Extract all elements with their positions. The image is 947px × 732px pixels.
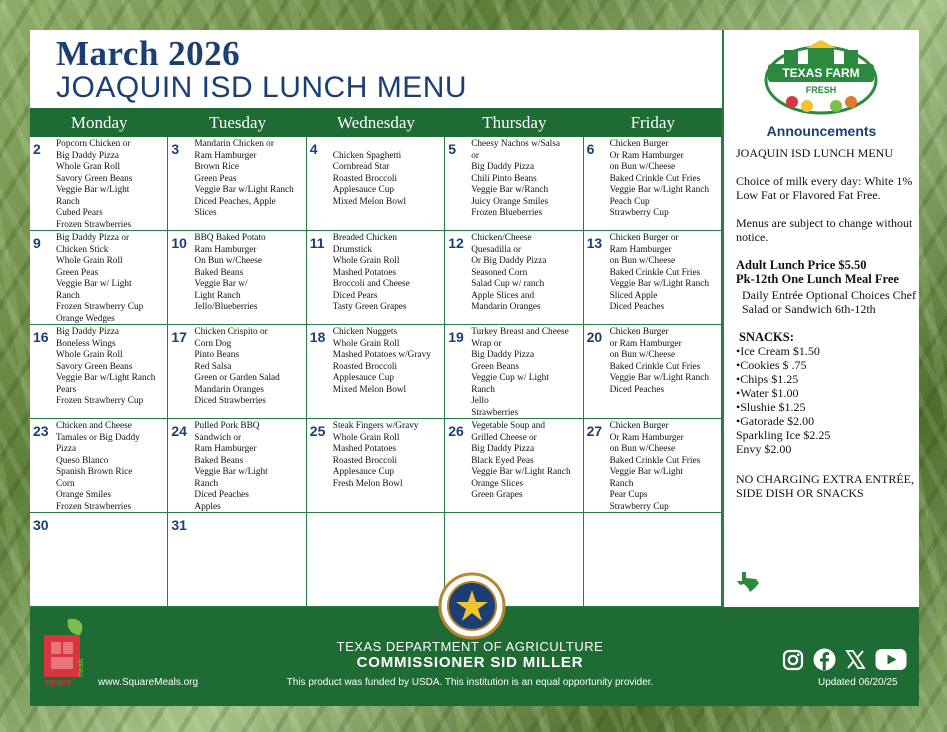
menu-item: Savory Green Beans <box>56 173 133 184</box>
menu-item: Mashed Potatoes <box>332 444 397 454</box>
menu-item: Veggie Bar w/ Light <box>56 279 132 289</box>
menu-item: Applesauce Cup <box>332 185 394 195</box>
menu-item: Chicken Burger <box>609 139 669 149</box>
menu-item: Queso Blanco <box>56 455 109 466</box>
menu-item: Strawberry Cup <box>609 208 669 218</box>
menu-item: Chicken/Cheese <box>471 233 532 243</box>
menu-items <box>471 139 581 220</box>
x-icon[interactable] <box>845 649 866 675</box>
menu-card <box>30 30 919 706</box>
commissioner-name: COMMISSIONER SID MILLER <box>356 654 584 671</box>
menu-item: Green Beans <box>471 361 519 372</box>
menu-item: Diced Peaches <box>609 384 665 395</box>
snack-item: Envy $2.00 <box>736 442 792 456</box>
menu-item: Ranch <box>56 196 80 207</box>
menu-item: Mashed Potatoes w/Gravy <box>332 350 431 360</box>
menu-item: Chicken Crispito or <box>194 327 268 337</box>
calendar-grid <box>30 137 722 607</box>
student-price: Pk-12th One Lunch Meal Free <box>736 272 899 286</box>
day-number: 26 <box>448 423 464 439</box>
menu-item: Apples <box>194 501 221 512</box>
menu-item: Veggie Bar w/Ranch <box>471 185 549 195</box>
menu-items <box>333 233 443 314</box>
no-charging-note: NO CHARGING EXTRA ENTRÉE, SIDE DISH OR SNACKS <box>736 472 914 500</box>
menu-item: Strawberries <box>471 407 519 418</box>
day-number: 13 <box>586 235 603 251</box>
menu-item: Apple Slices and <box>471 290 535 301</box>
menu-title: JOAQUIN ISD LUNCH MENU <box>56 71 468 104</box>
day-number: 19 <box>448 329 464 345</box>
menu-item: Ranch <box>56 290 80 301</box>
day-number: 23 <box>33 423 49 439</box>
menu-item: Frozen Strawberry Cup <box>56 302 144 312</box>
menu-item: Ranch <box>194 478 219 489</box>
menu-item: on Bun w/Cheese <box>609 350 676 360</box>
menu-item: Pears <box>56 384 77 395</box>
weekday-header-bar <box>30 108 722 137</box>
menu-item: Slices <box>194 208 217 218</box>
menu-item: Green or Garden Salad <box>194 373 280 383</box>
menu-item: Veggie Cup w/ Light <box>471 373 549 383</box>
menu-item: Big Daddy Pizza <box>471 162 535 172</box>
menu-item: Ranch <box>609 478 634 489</box>
menu-header <box>30 30 722 108</box>
day-cell-wednesday <box>307 137 445 231</box>
svg-text:meals: meals <box>78 658 85 677</box>
daily-entree-note: Daily Entrée Optional Choices Chef Salad or Sandwich 6th-12th <box>742 288 916 316</box>
menu-item: Veggie Bar w/ <box>194 279 248 289</box>
menu-item: Cubed Pears <box>56 208 103 218</box>
menu-item: Green Grapes <box>471 490 523 500</box>
day-number: 17 <box>171 329 187 345</box>
weekday-friday: Friday <box>630 113 675 132</box>
day-cell-friday <box>584 325 722 419</box>
menu-item <box>333 139 443 151</box>
menu-items <box>56 421 166 513</box>
menu-item: Ranch <box>471 384 495 395</box>
menu-item: Vegetable Soup and <box>471 421 546 431</box>
social-links <box>782 648 907 676</box>
menu-item: Baked Crinkle Cut Fries <box>609 455 701 466</box>
menu-item: Whole Gran Roll <box>56 162 121 172</box>
tda-name: TEXAS DEPARTMENT OF AGRICULTURE <box>336 639 604 654</box>
menu-items <box>333 327 443 396</box>
menu-item: Veggie Bar w/Light Ranch <box>609 185 709 195</box>
day-number: 2 <box>33 141 41 157</box>
menu-item: Whole Grain Roll <box>56 256 123 266</box>
menu-item: Corn <box>56 478 75 489</box>
menu-item: Black Eyed Peas <box>471 455 534 466</box>
menu-items <box>610 421 720 513</box>
menu-item: Pulled Pork BBQ <box>194 421 260 431</box>
day-cell-friday <box>584 137 722 231</box>
menu-item: Baked Beans <box>194 455 244 466</box>
svg-text:TEXAS FARM: TEXAS FARM <box>782 66 860 80</box>
menu-items <box>56 139 166 231</box>
menu-item: Jello/Blueberries <box>194 302 258 312</box>
menu-item: Big Daddy Pizza <box>471 444 535 454</box>
day-cell-friday <box>584 513 722 607</box>
menu-item: Baked Beans <box>194 267 244 278</box>
day-cell-tuesday <box>168 231 306 325</box>
menu-item: Brown Rice <box>194 162 240 172</box>
menu-items <box>610 327 720 396</box>
menu-item: Orange Slices <box>471 478 524 489</box>
menu-item: Frozen Strawberry Cup <box>56 396 144 406</box>
menu-items <box>471 327 581 419</box>
menu-item: Seasoned Corn <box>471 267 528 278</box>
menu-item: Roasted Broccoli <box>332 361 398 372</box>
menu-item: Whole Grain Roll <box>332 256 400 266</box>
day-number: 25 <box>309 423 326 439</box>
menu-item: on Bun w/Cheese <box>609 256 676 266</box>
adult-price: Adult Lunch Price $5.50 <box>736 258 867 272</box>
menu-item: Frozen Strawberries <box>56 219 132 230</box>
menu-items <box>471 233 581 314</box>
menu-items <box>194 421 304 513</box>
menu-item: Ram Hamburger <box>194 244 257 255</box>
day-number: 10 <box>171 235 187 251</box>
snacks-title: SNACKS: <box>739 330 794 344</box>
day-cell-monday <box>30 419 168 513</box>
menu-item: Orange Smiles <box>56 490 111 500</box>
menu-item: Veggie Bar w/Light Ranch <box>471 467 571 477</box>
menu-item: Chicken Stick <box>56 244 109 255</box>
day-number: 3 <box>171 141 180 157</box>
weekday-tuesday: Tuesday <box>209 113 267 132</box>
menu-items <box>610 233 720 314</box>
menu-item: Popcorn Chicken or <box>56 139 131 149</box>
snack-item: •Ice Cream $1.50 <box>736 344 820 358</box>
facebook-icon[interactable] <box>813 648 836 676</box>
updated-date: Updated 06/20/25 <box>818 677 898 688</box>
menu-item: Whole Grain Roll <box>332 432 400 443</box>
milk-note: Choice of milk every day: White 1% Low Fat or Flavored Fat Free. <box>736 174 913 202</box>
menu-item: Grilled Cheese or <box>471 432 537 443</box>
snack-item: •Cookies $ .75 <box>736 358 807 372</box>
month-title: March 2026 <box>56 34 241 73</box>
day-number: 4 <box>309 141 318 157</box>
menu-item: Applesauce Cup <box>332 467 394 477</box>
menu-item: Veggie Bar w/Light Ranch <box>609 279 709 289</box>
menu-item: Ram Hamburger <box>194 444 257 454</box>
menu-item: Roasted Broccoli <box>332 173 398 184</box>
menu-item: on Bun w/Cheese <box>609 444 676 454</box>
menu-item: Mixed Melon Bowl <box>332 196 407 207</box>
menu-item: Chicken Spaghetti <box>332 150 402 161</box>
announcements-title: Announcements <box>766 123 877 139</box>
menu-item: Jello <box>471 396 489 406</box>
menu-items <box>610 139 720 220</box>
change-note: Menus are subject to change without notice. <box>736 216 913 244</box>
menu-item: Turkey Breast and Cheese <box>471 327 569 337</box>
menu-item: Big Daddy Pizza <box>56 327 119 337</box>
day-cell-wednesday <box>307 231 445 325</box>
menu-item: Sliced Apple <box>609 290 658 301</box>
menu-items <box>333 421 443 490</box>
menu-item: BBQ Baked Potato <box>194 233 266 243</box>
menu-item: Light Ranch <box>194 290 241 301</box>
page-footer <box>30 607 919 706</box>
day-cell-thursday <box>445 231 583 325</box>
menu-item: Baked Crinkle Cut Fries <box>609 173 701 184</box>
day-number: 5 <box>448 141 456 157</box>
tda-seal-icon <box>438 572 506 640</box>
snacks-list <box>736 344 916 456</box>
menu-item: Green Peas <box>56 267 99 278</box>
menu-item: On Bun w/Cheese <box>194 256 263 266</box>
menu-item: Baked Crinkle Cut Fries <box>609 267 701 278</box>
menu-item: Whole Grain Roll <box>56 350 123 360</box>
menu-items <box>333 139 443 208</box>
menu-item: Savory Green Beans <box>56 361 133 372</box>
menu-item: Breaded Chicken <box>332 233 398 243</box>
menu-item: Diced Pears <box>332 290 378 301</box>
weekday-wednesday: Wednesday <box>337 113 415 132</box>
menu-item: Boneless Wings <box>56 338 116 349</box>
menu-item: Broccoli and Cheese <box>332 279 410 289</box>
menu-item: Pinto Beans <box>194 350 240 360</box>
menu-item: Cheesy Nachos w/Salsa <box>471 139 561 149</box>
day-number: 16 <box>33 329 49 345</box>
day-cell-friday <box>584 419 722 513</box>
weekday-thursday: Thursday <box>482 113 547 132</box>
day-number: 31 <box>171 517 187 533</box>
snack-item: •Gatorade $2.00 <box>736 414 815 428</box>
menu-items <box>194 139 304 220</box>
menu-item: Diced Peaches, Apple <box>194 196 276 207</box>
day-number: 12 <box>448 235 464 251</box>
menu-item: Steak Fingers w/Gravy <box>332 421 419 431</box>
day-cell-wednesday <box>307 513 445 607</box>
menu-item: Big Daddy Pizza <box>56 150 119 161</box>
menu-item: or Ram Hamburger <box>609 338 682 349</box>
day-number: 6 <box>586 141 595 157</box>
menu-item: Mixed Melon Bowl <box>332 384 407 395</box>
menu-item: Or Ram Hamburger <box>609 150 684 161</box>
menu-items <box>56 233 166 325</box>
menu-item: Veggie Bar w/Light Ranch <box>609 373 709 383</box>
day-number: 20 <box>586 329 603 345</box>
menu-item: Juicy Orange Smiles <box>471 196 549 207</box>
day-cell-tuesday <box>168 419 306 513</box>
menu-item: Roasted Broccoli <box>332 455 398 466</box>
menu-items <box>194 233 304 314</box>
menu-item: Pizza <box>56 444 77 454</box>
menu-item: Chicken Burger or <box>609 233 679 243</box>
menu-item: Chicken Nuggets <box>332 327 398 337</box>
snack-item: •Slushie $1.25 <box>736 400 806 414</box>
day-cell-thursday <box>445 419 583 513</box>
menu-item: Tasty Green Grapes <box>332 302 407 312</box>
day-number: 11 <box>309 235 325 251</box>
menu-item: Baked Crinkle Cut Fries <box>609 361 701 372</box>
menu-item: Or Ram Hamburger <box>609 432 684 443</box>
menu-item: Chicken Burger <box>609 421 669 431</box>
menu-item: Ram Hamburger <box>609 244 672 255</box>
menu-item: Applesauce Cup <box>332 373 394 383</box>
menu-item: Or Big Daddy Pizza <box>471 256 547 266</box>
day-number: 9 <box>33 235 41 251</box>
menu-item: Mashed Potatoes <box>332 267 397 278</box>
day-cell-monday <box>30 137 168 231</box>
menu-item: Frozen Strawberries <box>56 501 132 512</box>
texas-map-icon <box>736 571 760 593</box>
menu-item: Ram Hamburger <box>194 150 257 161</box>
menu-item: Cornbread Star <box>332 162 390 172</box>
svg-text:square: square <box>44 677 72 687</box>
day-cell-tuesday <box>168 137 306 231</box>
square-meals-url[interactable]: www.SquareMeals.org <box>98 677 199 688</box>
announcements-body <box>736 146 916 514</box>
day-cell-tuesday <box>168 325 306 419</box>
menu-item: Veggie Bar w/Light Ranch <box>194 185 294 195</box>
day-cell-tuesday <box>168 513 306 607</box>
menu-item: Big Daddy Pizza <box>471 350 535 360</box>
menu-item: Big Daddy Pizza or <box>56 233 130 243</box>
menu-item: Chicken Burger <box>609 327 669 337</box>
announcements-sidebar <box>724 30 919 607</box>
menu-item: Chili Pinto Beans <box>471 173 537 184</box>
youtube-icon[interactable] <box>875 648 907 676</box>
menu-item: Spanish Brown Rice <box>56 467 133 477</box>
menu-item: Veggie Bar w/Light <box>56 185 130 195</box>
menu-item: Orange Wedges <box>56 313 115 324</box>
menu-item: Diced Peaches <box>194 490 249 500</box>
day-number: 18 <box>309 329 326 345</box>
menu-item: Mandarin Oranges <box>194 384 264 395</box>
texas-farm-fresh-logo <box>762 40 880 116</box>
day-cell-friday <box>584 231 722 325</box>
day-number: 24 <box>171 423 187 439</box>
menu-item: Diced Strawberries <box>194 396 266 406</box>
menu-item: Peach Cup <box>609 196 650 207</box>
menu-items <box>194 327 304 408</box>
day-cell-thursday <box>445 137 583 231</box>
menu-item: Veggie Bar w/Light Ranch <box>56 373 156 383</box>
menu-item: Salad Cup w/ ranch <box>471 279 545 289</box>
snack-item: •Chips $1.25 <box>736 372 799 386</box>
square-meals-logo <box>42 617 90 687</box>
announcement-heading: JOAQUIN ISD LUNCH MENU <box>736 146 893 160</box>
snack-item: Sparkling Ice $2.25 <box>736 428 831 442</box>
menu-item: Veggie Bar w/Light <box>609 467 683 477</box>
instagram-icon[interactable] <box>782 649 804 676</box>
menu-item: Whole Grain Roll <box>332 338 400 349</box>
menu-item: Corn Dog <box>194 338 232 349</box>
menu-item: Mandarin Oranges <box>471 302 541 312</box>
menu-items <box>56 327 166 408</box>
menu-item: Veggie Bar w/Light <box>194 467 268 477</box>
menu-item: or <box>471 150 479 161</box>
menu-items <box>471 421 581 502</box>
day-number: 27 <box>586 423 603 439</box>
day-cell-monday <box>30 513 168 607</box>
menu-item: Wrap or <box>471 338 502 349</box>
menu-item: Strawberry Cup <box>609 501 669 512</box>
usda-disclaimer: This product was funded by USDA. This institution is an equal opportunity provider. <box>286 677 654 688</box>
weekday-monday: Monday <box>70 113 128 132</box>
day-cell-monday <box>30 231 168 325</box>
menu-item: on Bun w/Cheese <box>609 162 676 172</box>
menu-item: Mandarin Chicken or <box>194 139 274 149</box>
menu-item: Pear Cups <box>609 490 648 500</box>
menu-item: Diced Peaches <box>609 302 665 312</box>
menu-item: Sandwich or <box>194 432 242 443</box>
svg-text:FRESH: FRESH <box>805 85 837 95</box>
menu-item: Red Salsa <box>194 361 232 372</box>
snack-item: •Water $1.00 <box>736 386 799 400</box>
menu-item: Green Peas <box>194 173 237 184</box>
menu-item: Quesadilla or <box>471 244 522 255</box>
menu-item: Tamales or Big Daddy <box>56 432 140 443</box>
day-cell-monday <box>30 325 168 419</box>
menu-item: Frozen Blueberries <box>471 208 543 218</box>
menu-item: Drumstick <box>332 244 373 255</box>
day-number: 30 <box>33 517 49 533</box>
menu-item: Fresh Melon Bowl <box>332 478 403 489</box>
day-cell-wednesday <box>307 325 445 419</box>
day-cell-thursday <box>445 325 583 419</box>
menu-item: Chicken and Cheese <box>56 421 132 431</box>
day-cell-wednesday <box>307 419 445 513</box>
